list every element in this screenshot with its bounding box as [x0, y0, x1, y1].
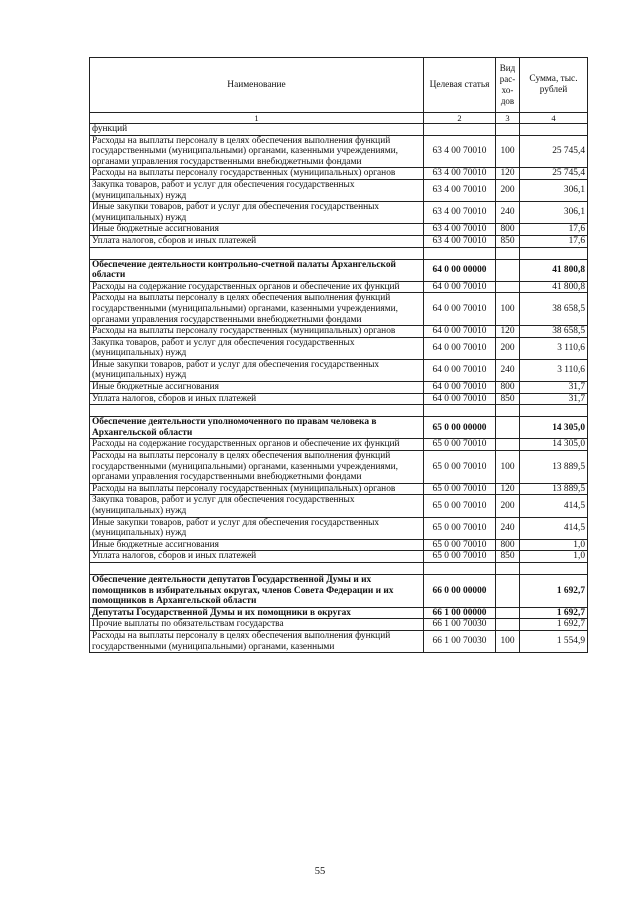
row-name: Обеспечение деятельности депутатов Государственной Думы и их помощников в избирательных округах, членов Совета Федерации и их помощников в Архангельской области — [90, 574, 424, 607]
row-target-code: 63 4 00 70010 — [424, 168, 496, 180]
spacer-cell — [90, 405, 424, 417]
row-name: Депутаты Государственной Думы и их помощники в округах — [90, 607, 424, 619]
row-amount: 38 658,5 — [520, 293, 588, 326]
row-target-code: 64 0 00 70010 — [424, 359, 496, 381]
header-name: Наименование — [90, 58, 424, 113]
spacer-cell — [90, 562, 424, 574]
table-row — [90, 168, 588, 180]
row-amount: 13 889,5 — [520, 483, 588, 495]
row-name: Уплата налогов, сборов и иных платежей — [90, 551, 424, 563]
spacer-cell — [520, 247, 588, 259]
table-row — [90, 517, 588, 539]
row-amount: 306,1 — [520, 179, 588, 201]
row-name: Расходы на выплаты персоналу в целях обеспечения выполнения функций государственными (муниципальными) органами, казенными учреждениями, органами управления государственными внебюджетными фондами — [90, 451, 424, 484]
row-name: Расходы на выплаты персоналу государственных (муниципальных) органов — [90, 168, 424, 180]
row-target-code: 66 1 00 70030 — [424, 630, 496, 652]
row-expense-kind: 100 — [496, 630, 520, 652]
row-expense-kind: 120 — [496, 168, 520, 180]
table-row — [90, 551, 588, 563]
header-kind-line: хо- — [501, 85, 514, 95]
spacer-cell — [424, 405, 496, 417]
row-target-code: 65 0 00 70010 — [424, 517, 496, 539]
row-name: Иные бюджетные ассигнования — [90, 224, 424, 236]
row-expense-kind: 100 — [496, 451, 520, 484]
spacer-cell — [90, 247, 424, 259]
row-name: Расходы на выплаты персоналу государственных (муниципальных) органов — [90, 326, 424, 338]
row-expense-kind — [496, 281, 520, 293]
row-name: Закупка товаров, работ и услуг для обеспечения государственных (муниципальных) нужд — [90, 179, 424, 201]
budget-table — [89, 57, 588, 653]
row-target-code: 64 0 00 70010 — [424, 326, 496, 338]
row-amount: 1 692,7 — [520, 607, 588, 619]
row-amount: 31,7 — [520, 393, 588, 405]
row-amount: 41 800,8 — [520, 281, 588, 293]
row-expense-kind — [496, 607, 520, 619]
spacer-cell — [496, 405, 520, 417]
row-target-code: 65 0 00 70010 — [424, 439, 496, 451]
section-row — [90, 574, 588, 607]
column-number-row — [90, 113, 588, 124]
section-row — [90, 607, 588, 619]
spacer-cell — [520, 405, 588, 417]
row-expense-kind — [496, 417, 520, 439]
table-row — [90, 451, 588, 484]
table-row — [90, 281, 588, 293]
page-number: 55 — [314, 866, 326, 877]
row-expense-kind: 200 — [496, 495, 520, 517]
spacer-cell — [496, 247, 520, 259]
row-expense-kind: 850 — [496, 551, 520, 563]
row-name: Уплата налогов, сборов и иных платежей — [90, 393, 424, 405]
column-number: 1 — [90, 113, 424, 124]
row-target-code: 65 0 00 70010 — [424, 551, 496, 563]
row-target-code: 63 4 00 70010 — [424, 135, 496, 168]
row-name: Закупка товаров, работ и услуг для обеспечения государственных (муниципальных) нужд — [90, 495, 424, 517]
row-target-code: 64 0 00 70010 — [424, 293, 496, 326]
section-row — [90, 259, 588, 281]
row-amount: 41 800,8 — [520, 259, 588, 281]
row-amount: 17,6 — [520, 235, 588, 247]
row-expense-kind — [496, 439, 520, 451]
row-target-code: 65 0 00 70010 — [424, 451, 496, 484]
table-row — [90, 337, 588, 359]
row-amount: 414,5 — [520, 495, 588, 517]
table-row — [90, 359, 588, 381]
row-expense-kind: 120 — [496, 483, 520, 495]
row-amount: 38 658,5 — [520, 326, 588, 338]
table-row — [90, 124, 588, 136]
table-row — [90, 483, 588, 495]
row-amount: 31,7 — [520, 382, 588, 394]
row-amount: 1 692,7 — [520, 574, 588, 607]
row-target-code: 66 0 00 00000 — [424, 574, 496, 607]
spacer-row — [90, 247, 588, 259]
row-expense-kind — [496, 619, 520, 631]
row-name: Иные закупки товаров, работ и услуг для обеспечения государственных (муниципальных) нужд — [90, 517, 424, 539]
row-name: Иные бюджетные ассигнования — [90, 539, 424, 551]
row-amount: 3 110,6 — [520, 359, 588, 381]
row-target-code: 65 0 00 70010 — [424, 495, 496, 517]
row-amount: 13 889,5 — [520, 451, 588, 484]
table-row — [90, 326, 588, 338]
row-amount: 14 305,0 — [520, 439, 588, 451]
row-expense-kind: 100 — [496, 135, 520, 168]
row-amount: 14 305,0 — [520, 417, 588, 439]
column-number: 4 — [520, 113, 588, 124]
row-amount: 25 745,4 — [520, 168, 588, 180]
table-row — [90, 202, 588, 224]
spacer-cell — [424, 562, 496, 574]
row-amount: 1,0 — [520, 539, 588, 551]
row-name: Расходы на содержание государственных органов и обеспечение их функций — [90, 439, 424, 451]
row-target-code: 64 0 00 00000 — [424, 259, 496, 281]
row-name: Расходы на выплаты персоналу в целях обеспечения выполнения функций государственными (муниципальными) органами, казенными учреждениями, органами управления государственными внебюджетными фондами — [90, 135, 424, 168]
row-name: Расходы на содержание государственных органов и обеспечение их функций — [90, 281, 424, 293]
table-body — [90, 124, 588, 653]
row-expense-kind — [496, 259, 520, 281]
row-name: Расходы на выплаты персоналу государственных (муниципальных) органов — [90, 483, 424, 495]
table-row — [90, 179, 588, 201]
spacer-row — [90, 562, 588, 574]
row-name: Прочие выплаты по обязательствам государства — [90, 619, 424, 631]
row-expense-kind: 200 — [496, 179, 520, 201]
row-amount: 17,6 — [520, 224, 588, 236]
row-expense-kind: 240 — [496, 359, 520, 381]
row-target-code: 64 0 00 70010 — [424, 337, 496, 359]
spacer-cell — [424, 247, 496, 259]
header-kind-line: Вид — [499, 63, 516, 73]
row-target-code: 65 0 00 00000 — [424, 417, 496, 439]
row-name: функций — [90, 124, 424, 136]
row-target-code: 63 4 00 70010 — [424, 235, 496, 247]
header-sum: Сумма, тыс. рублей — [520, 58, 588, 113]
row-expense-kind: 200 — [496, 337, 520, 359]
row-amount: 1 692,7 — [520, 619, 588, 631]
row-expense-kind: 800 — [496, 382, 520, 394]
row-target-code: 65 0 00 70010 — [424, 539, 496, 551]
row-amount — [520, 124, 588, 136]
row-expense-kind — [496, 574, 520, 607]
section-row — [90, 417, 588, 439]
table-row — [90, 382, 588, 394]
row-target-code: 64 0 00 70010 — [424, 382, 496, 394]
table-row — [90, 539, 588, 551]
table-row — [90, 235, 588, 247]
header-expense-kind — [496, 58, 520, 113]
row-target-code: 63 4 00 70010 — [424, 202, 496, 224]
row-expense-kind: 850 — [496, 235, 520, 247]
table-row — [90, 630, 588, 652]
row-expense-kind: 240 — [496, 202, 520, 224]
row-expense-kind: 100 — [496, 293, 520, 326]
row-name: Обеспечение деятельности контрольно-счетной палаты Архангельской области — [90, 259, 424, 281]
row-name: Иные бюджетные ассигнования — [90, 382, 424, 394]
table-row — [90, 619, 588, 631]
row-expense-kind — [496, 124, 520, 136]
row-name: Обеспечение деятельности уполномоченного по правам человека в Архангельской области — [90, 417, 424, 439]
row-amount: 1 554,9 — [520, 630, 588, 652]
row-target-code: 65 0 00 70010 — [424, 483, 496, 495]
table-row — [90, 293, 588, 326]
row-name: Иные закупки товаров, работ и услуг для обеспечения государственных (муниципальных) нужд — [90, 359, 424, 381]
row-expense-kind: 240 — [496, 517, 520, 539]
row-name: Иные закупки товаров, работ и услуг для обеспечения государственных (муниципальных) нужд — [90, 202, 424, 224]
header-target-article: Целевая статья — [424, 58, 496, 113]
table-row — [90, 393, 588, 405]
row-name: Расходы на выплаты персоналу в целях обеспечения выполнения функций государственными (муниципальными) органами, казенными учреждениями, органами управления государственными внебюджетными фондами — [90, 293, 424, 326]
row-expense-kind: 800 — [496, 224, 520, 236]
row-target-code: 63 4 00 70010 — [424, 224, 496, 236]
header-kind-line: дов — [500, 96, 515, 106]
row-amount: 25 745,4 — [520, 135, 588, 168]
row-expense-kind: 120 — [496, 326, 520, 338]
spacer-cell — [520, 562, 588, 574]
row-name: Расходы на выплаты персоналу в целях обеспечения выполнения функций государственными (муниципальными) органами, казенными — [90, 630, 424, 652]
row-amount: 306,1 — [520, 202, 588, 224]
table-row — [90, 135, 588, 168]
row-target-code: 64 0 00 70010 — [424, 393, 496, 405]
row-expense-kind: 800 — [496, 539, 520, 551]
spacer-row — [90, 405, 588, 417]
row-amount: 3 110,6 — [520, 337, 588, 359]
row-target-code: 66 1 00 70030 — [424, 619, 496, 631]
row-target-code — [424, 124, 496, 136]
table-row — [90, 439, 588, 451]
row-name: Уплата налогов, сборов и иных платежей — [90, 235, 424, 247]
table-row — [90, 224, 588, 236]
header-kind-line: рас- — [499, 74, 516, 84]
row-target-code: 66 1 00 00000 — [424, 607, 496, 619]
row-expense-kind: 850 — [496, 393, 520, 405]
column-number: 2 — [424, 113, 496, 124]
row-target-code: 64 0 00 70010 — [424, 281, 496, 293]
row-name: Закупка товаров, работ и услуг для обеспечения государственных (муниципальных) нужд — [90, 337, 424, 359]
row-amount: 1,0 — [520, 551, 588, 563]
table-row — [90, 495, 588, 517]
spacer-cell — [496, 562, 520, 574]
row-target-code: 63 4 00 70010 — [424, 179, 496, 201]
column-number: 3 — [496, 113, 520, 124]
row-amount: 414,5 — [520, 517, 588, 539]
